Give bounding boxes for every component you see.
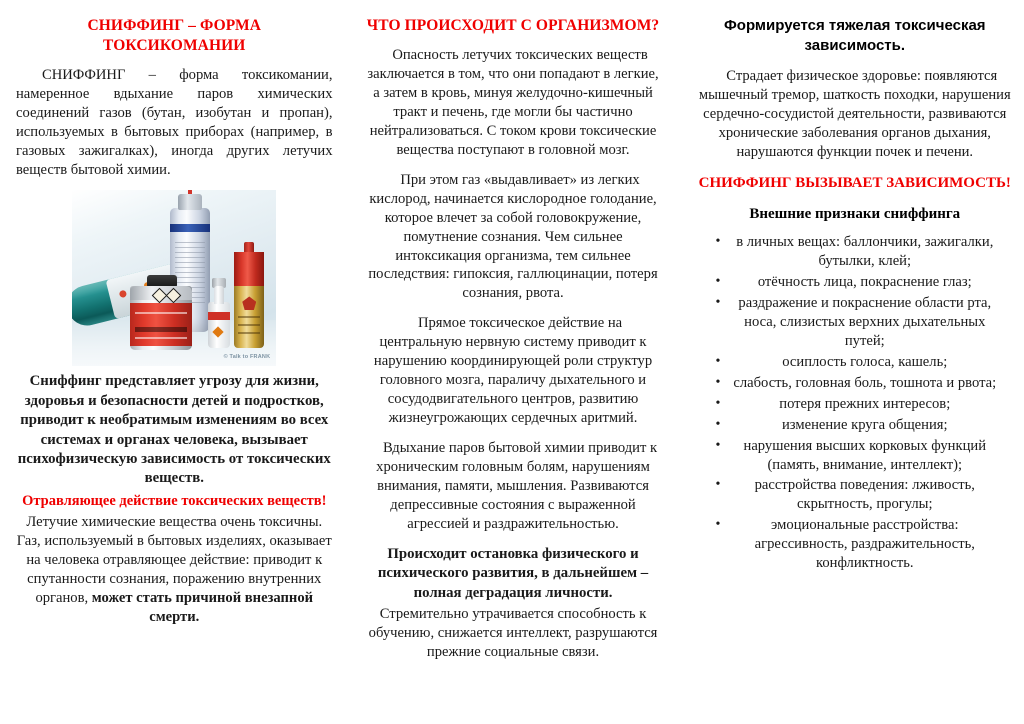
column3-body-paragraph: Страдает физическое здоровье: появляются мышечный тремор, шаткость походки, нарушения сердечно-сосудистой деятельности, развиваются хронические заболевания органов дыхания, нарушаются функции почек и печени. [698,68,1011,160]
list-item-label: нарушения высших корковых функций (память, внимание, интеллект); [743,437,987,473]
column2-bold-statement: Происходит остановка физического и психического развития, в дальнейшем – полная деградация личности. [377,546,649,601]
canister-label-line [238,332,260,334]
photo-watermark: © Talk to FRANK [223,354,271,361]
tin-label-line [135,327,187,332]
column3-heading: Формируется тяжелая токсическая зависимость. [723,17,986,54]
bullet-icon: • [715,416,721,432]
column-2 [363,16,664,718]
glue-bottle-icon [208,302,230,348]
list-item-label: в личных вещах: баллончики, зажигалки, бутылки, клей; [736,233,994,269]
column-3 [688,16,1018,718]
list-item [696,294,1014,351]
bullet-icon: • [715,395,721,411]
aerosol-band [170,224,210,232]
column1-warning-bold: Сниффинг представляет угрозу для жизни, здоровья и безопасности детей и подростков, приводит к необратимым изменениям во всех системах и органах человека, вызывает психофизическую зависимость от токсических веществ. [17,373,331,487]
canister-emblem-icon [242,296,256,310]
column-1 [6,16,341,718]
bullet-icon: • [715,477,721,493]
column1-toxic-text-bold: может стать причиной внезапной смерти. [91,589,314,625]
column1-heading: СНИФФИНГ – ФОРМА ТОКСИКОМАНИИ [87,17,262,54]
list-item [696,233,1014,271]
bottle-label-stripe [208,312,230,320]
list-item [696,273,1014,292]
list-item [696,374,1014,393]
household-chemicals-photo [72,190,276,366]
list-item-label: эмоциональные расстройства: агрессивность, раздражительность, конфликтность. [754,517,975,572]
column3-red-heading: СНИФФИНГ ВЫЗЫВАЕТ ЗАВИСИМОСТЬ! [698,174,1011,191]
tin-red-label [130,303,192,346]
list-item [696,395,1014,414]
aerosol-cap [178,194,202,210]
column2-closing-paragraph: Стремительно утрачивается способность к обучению, снижается интеллект, разрушаются прежние социальные связи. [368,606,658,661]
photo-container [16,190,333,366]
column2-paragraph-1: Опасность летучих токсических веществ заключается в том, что они попадают в легкие, а затем в кровь, минуя желудочно-кишечный тракт и печень, где могли бы частично нейтрализоваться. С током крови токсические вещества поступают в головной мозг. [367,46,659,158]
tin-label-line [135,312,187,314]
bullet-icon: • [715,294,721,310]
bullet-icon: • [715,374,721,390]
bullet-icon: • [715,517,721,533]
column3-signs-heading: Внешние признаки сниффинга [749,206,961,223]
list-item-label: расстройства поведения: лживость, скрытность, прогулы; [754,477,975,513]
list-item [696,476,1014,514]
list-item-label: потеря прежних интересов; [779,395,951,412]
list-item [696,353,1014,372]
canister-label-line [238,324,260,326]
list-item-label: раздражение и покраснение области рта, носа, слизистых верхних дыхательных путей; [738,294,992,349]
canister-red-top [234,252,264,286]
list-item-label: слабость, головная боль, тошнота и рвота; [733,374,997,391]
list-item [696,516,1014,573]
hazard-diamond-icon [213,327,224,338]
bullet-icon: • [715,233,721,249]
bullet-icon: • [715,437,721,453]
signs-list [696,233,1014,573]
column1-intro-paragraph: СНИФФИНГ – форма токсикомании, намеренное вдыхание паров химических соединений газов (бутан, изобутан и пропан), используемых в бытовых приборах (например, в газовых зажигалках), иногда других летучих веществ бытовой химии. [16,66,333,178]
list-item [696,437,1014,475]
list-item-label: изменение круга общения; [782,416,948,433]
column1-toxic-text: Летучие химические вещества очень токсичны. Газ, используемый в бытовых изделиях, оказывает на человека отравляющее действие: приводит к спутанности сознания, поражению внутренних органов, [16,513,332,606]
list-item-label: отёчность лица, покраснение глаз; [757,273,972,290]
column2-paragraph-2: При этом газ «выдавливает» из легких кислород, начинается кислородное голодание, которое влечет за собой головокружение, помутнение сознания. Чем сильнее интоксикация организма, тем сильнее последствия: гипоксия, галлюцинации, потеря сознания, рвота. [368,171,658,302]
column2-paragraph-3: Прямое токсическое действие на центральную нервную систему приводит к нарушению координирующей роли структур головного мозга, параличу дыхательного и сосудодвигательного центров, развитию жизнеугрожающих сердечных аритмий. [373,315,653,427]
column2-paragraph-4: Вдыхание паров бытовой химии приводит к хроническим головным болям, нарушениям внимания, памяти, мышления. Развиваются депрессивные состояния с выраженной агрессией и раздражительностью. [376,440,658,533]
column1-red-subheading: Отравляющее действие токсических веществ! [22,492,327,509]
bullet-icon: • [715,353,721,369]
list-item [696,416,1014,435]
column2-heading: ЧТО ПРОИСХОДИТ С ОРГАНИЗМОМ? [366,17,660,34]
bottle-neck [214,286,224,304]
gas-canister-icon [234,252,264,348]
glue-tin-icon [130,286,192,350]
bullet-icon: • [715,273,721,289]
tin-label-line [135,337,187,339]
column1-toxic-paragraph [16,513,333,627]
list-item-label: осиплость голоса, кашель; [782,353,948,370]
canister-label-line [238,316,260,318]
